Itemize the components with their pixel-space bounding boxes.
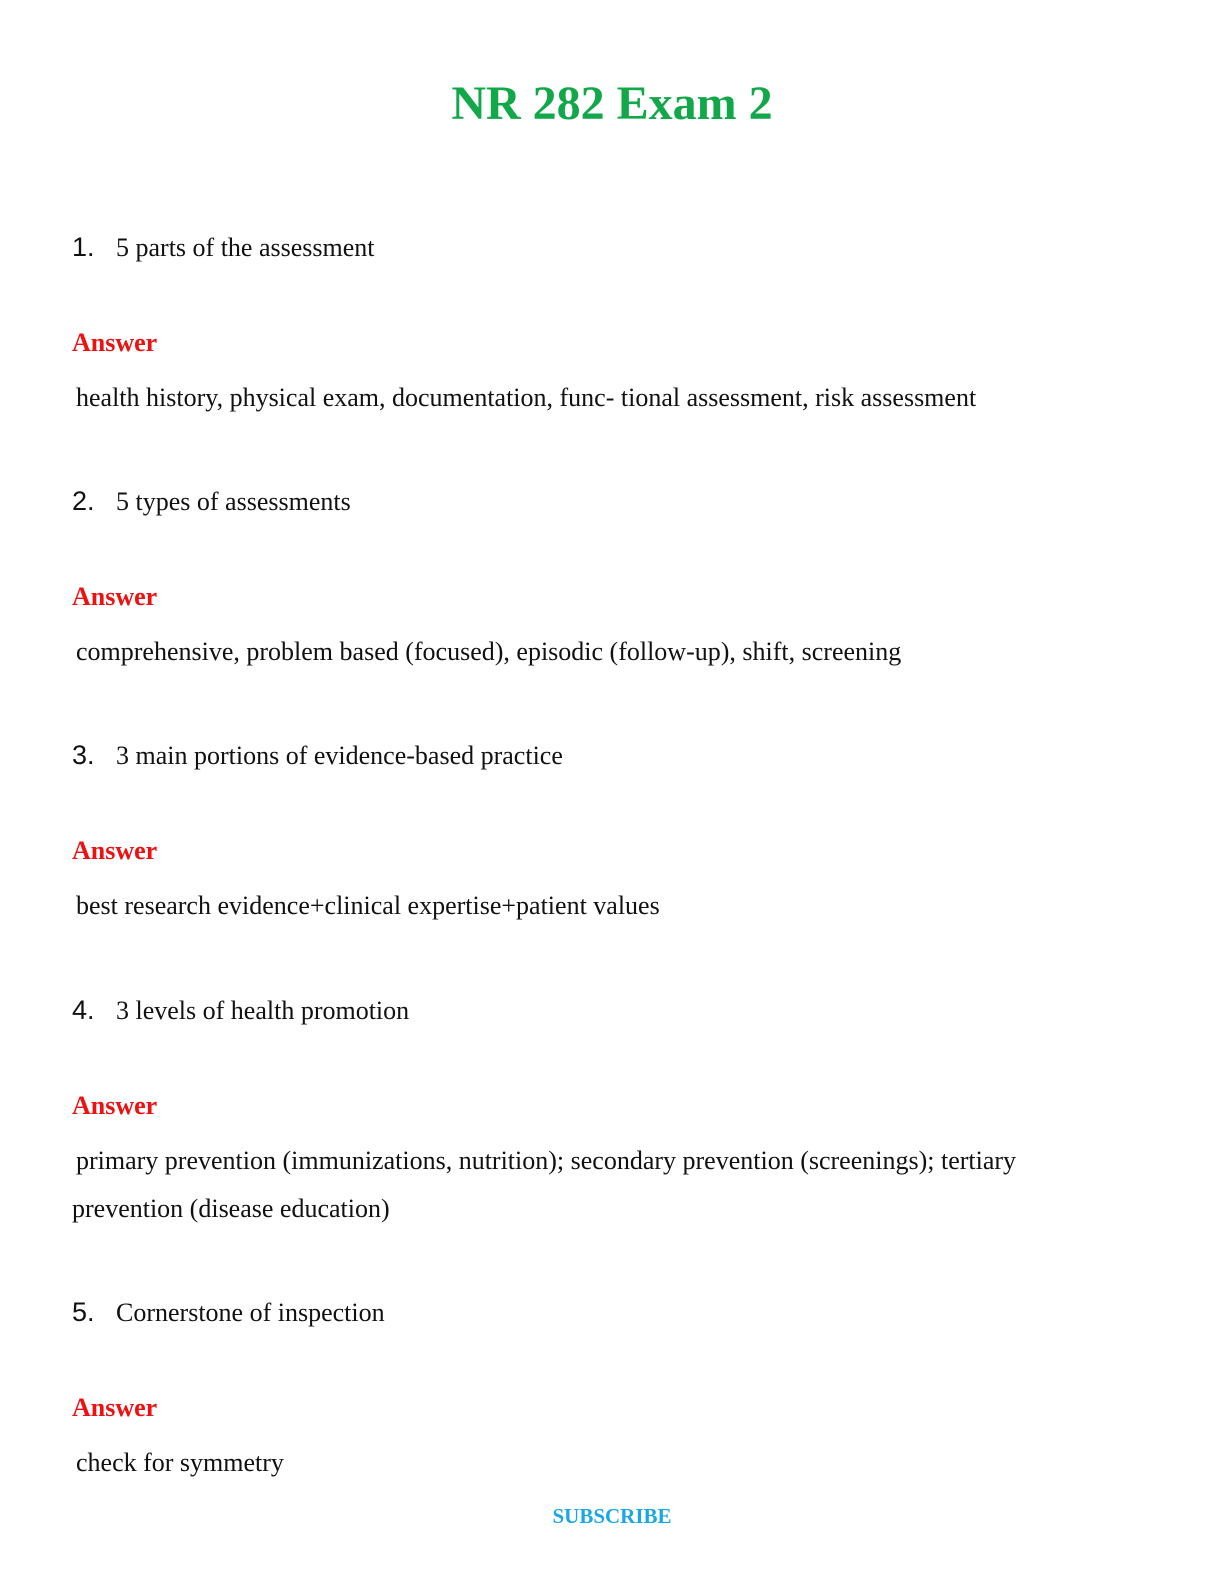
answer-label: Answer	[72, 328, 158, 357]
answer-label: Answer	[72, 1393, 158, 1422]
page-title: NR 282 Exam 2	[451, 77, 773, 130]
answer-label: Answer	[72, 582, 158, 611]
question-number: 3.	[72, 740, 95, 770]
question-number: 4.	[72, 995, 95, 1025]
question	[72, 484, 351, 518]
question-text: 5 types of assessments	[116, 487, 351, 516]
answer-text: comprehensive, problem based (focused), episodic (follow-up), shift, screening	[76, 637, 902, 666]
question-text: Cornerstone of inspection	[116, 1298, 385, 1327]
answer-text: best research evidence+clinical expertise+patient values	[76, 891, 660, 920]
question-number: 1.	[72, 232, 95, 262]
answer-text: primary prevention (immunizations, nutrition); secondary prevention (screenings); tertiary prevention (disease education)	[72, 1146, 1017, 1223]
question-number: 5.	[72, 1297, 95, 1327]
answer-text: health history, physical exam, documentation, func- tional assessment, risk assessment	[76, 383, 977, 412]
answer-label: Answer	[72, 836, 158, 865]
question	[72, 1295, 385, 1329]
question	[72, 230, 375, 264]
question-text: 3 levels of health promotion	[116, 996, 410, 1025]
answer-label: Answer	[72, 1091, 158, 1120]
subscribe-link[interactable]: SUBSCRIBE	[552, 1504, 672, 1528]
question-text: 3 main portions of evidence-based practice	[116, 741, 563, 770]
question-text: 5 parts of the assessment	[116, 233, 375, 262]
answer-text: check for symmetry	[76, 1448, 284, 1477]
question	[72, 993, 409, 1027]
question-number: 2.	[72, 486, 95, 516]
question	[72, 738, 563, 772]
